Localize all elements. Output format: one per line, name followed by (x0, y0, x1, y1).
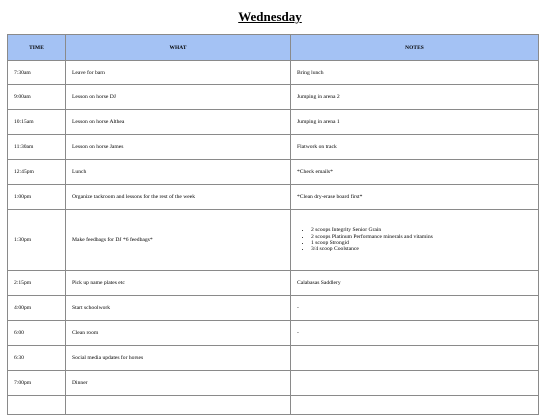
time-cell: 7:00pm (8, 371, 66, 396)
time-cell: 1:30pm (8, 210, 66, 271)
notes-cell: Bring lunch (291, 61, 539, 85)
notes-cell: - (291, 296, 539, 321)
notes-cell: Flatwork on track (291, 135, 539, 160)
column-header-time: TIME (8, 35, 66, 61)
what-cell: Lunch (66, 160, 291, 185)
column-header-what: WHAT (66, 35, 291, 61)
what-cell: Organize tackroom and lessons for the rest of the week (66, 185, 291, 210)
what-cell: Leave for barn (66, 61, 291, 85)
notes-cell: Jumping in arena 2 (291, 85, 539, 110)
notes-cell (291, 371, 539, 396)
time-cell (8, 396, 66, 415)
notes-cell (291, 210, 539, 271)
what-cell: Dinner (66, 371, 291, 396)
notes-cell: - (291, 321, 539, 346)
what-cell: Social media updates for horses (66, 346, 291, 371)
list-item: • 3/4 scoop Coolstance (311, 246, 532, 252)
time-cell: 4:00pm (8, 296, 66, 321)
time-cell: 7:30am (8, 61, 66, 85)
schedule-table (7, 34, 539, 415)
table-row (8, 85, 539, 110)
what-cell: Lesson on horse Althea (66, 110, 291, 135)
notes-cell: Jumping in arena 1 (291, 110, 539, 135)
table-row (8, 110, 539, 135)
notes-cell: *Clean dry-erase board first* (291, 185, 539, 210)
what-cell: Clean room (66, 321, 291, 346)
notes-cell: Calabasas Saddlery (291, 271, 539, 296)
table-row (8, 160, 539, 185)
time-cell: 2:15pm (8, 271, 66, 296)
table-row (8, 210, 539, 271)
what-cell: Lesson on horse DJ (66, 85, 291, 110)
column-header-notes: NOTES (291, 35, 539, 61)
table-row (8, 321, 539, 346)
what-cell (66, 396, 291, 415)
table-row (8, 135, 539, 160)
table-row (8, 185, 539, 210)
notes-cell (291, 396, 539, 415)
list-item: • 2 scoops Platinum Performance minerals and vitamins (311, 234, 532, 240)
time-cell: 6:00 (8, 321, 66, 346)
time-cell: 1:00pm (8, 185, 66, 210)
table-row (8, 371, 539, 396)
list-item: • 2 scoops Integrity Senior Grain (311, 227, 532, 233)
notes-cell (291, 346, 539, 371)
notes-cell: *Check emails* (291, 160, 539, 185)
page-title: Wednesday (238, 9, 302, 24)
table-header-row (8, 35, 539, 61)
time-cell: 12:45pm (8, 160, 66, 185)
list-item: • 1 scoop Strongid (311, 240, 532, 246)
time-cell: 6:30 (8, 346, 66, 371)
table-row (8, 296, 539, 321)
table-row (8, 346, 539, 371)
what-cell: Make feedbags for DJ *6 feedbags* (66, 210, 291, 271)
table-row (8, 396, 539, 415)
what-cell: Start schoolwork (66, 296, 291, 321)
time-cell: 10:15am (8, 110, 66, 135)
table-row (8, 61, 539, 85)
what-cell: Pick up name plates etc (66, 271, 291, 296)
table-row (8, 271, 539, 296)
what-cell: Lesson on horse James (66, 135, 291, 160)
time-cell: 11:30am (8, 135, 66, 160)
feed-list (297, 227, 532, 253)
time-cell: 9:00am (8, 85, 66, 110)
